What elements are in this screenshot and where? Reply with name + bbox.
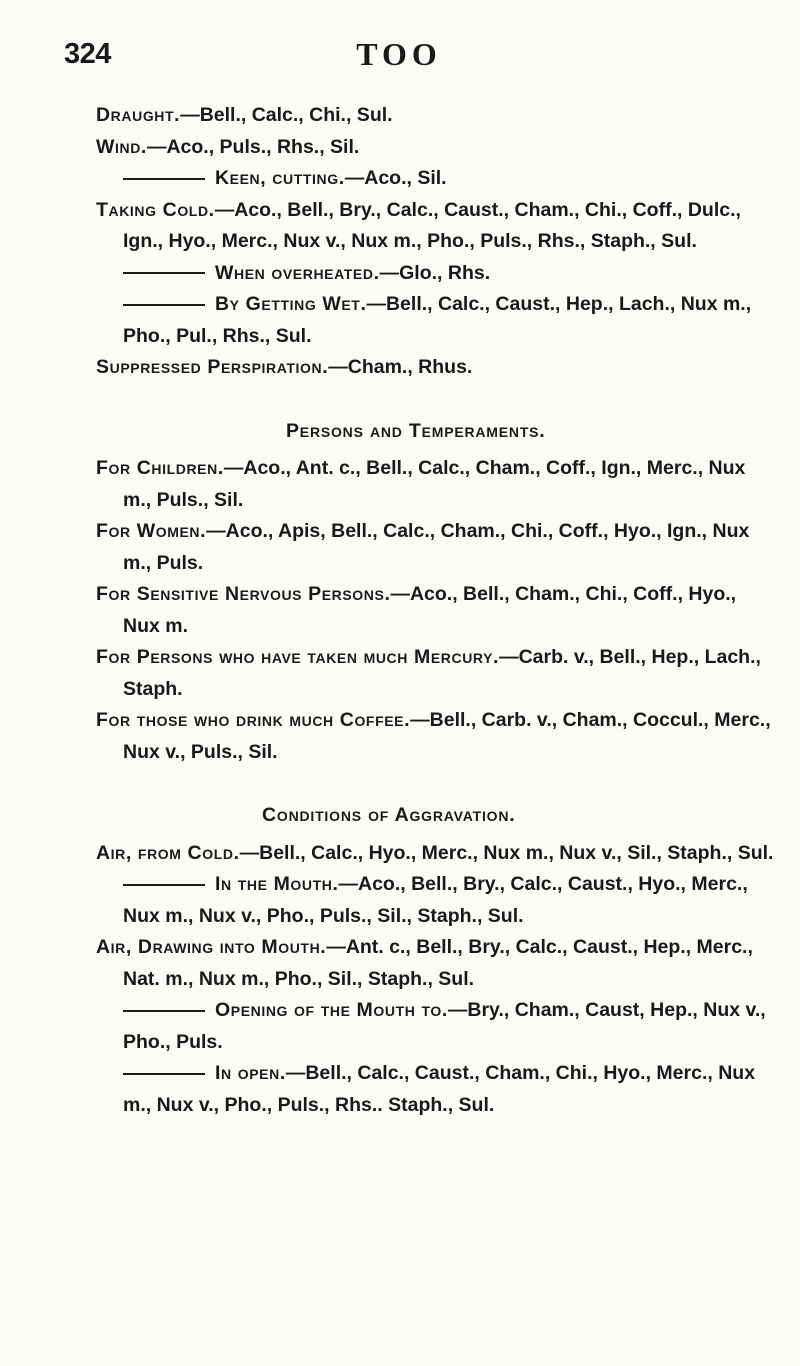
entry-heading: Air, Drawing into Mouth. xyxy=(96,936,327,958)
index-entry: Keen, cutting.—Aco., Sil. xyxy=(96,163,776,195)
index-entry: When overheated.—Glo., Rhs. xyxy=(96,258,776,290)
entry-heading: Suppressed Perspiration. xyxy=(96,356,329,378)
ditto-dash xyxy=(123,1073,205,1075)
entry-heading: For Children. xyxy=(96,457,224,479)
entry-remedies: Carb. v., Bell., Hep., Lach., Staph. xyxy=(123,646,761,700)
index-entry: Suppressed Perspiration.—Cham., Rhus. xyxy=(96,356,473,378)
entry-remedies: Ant. c., Bell., Bry., Calc., Caust., Hep., Merc., Nat. m., Nux m., Pho., Sil., Staph., Sul. xyxy=(123,936,753,990)
ditto-dash xyxy=(123,304,205,306)
entry-heading: For Sensitive Nervous Persons. xyxy=(96,583,391,605)
entry-heading: Taking Cold. xyxy=(96,198,215,221)
index-entry: For Sensitive Nervous Persons.—Aco., Bell., Cham., Chi., Coff., Hyo., Nux m. xyxy=(96,583,737,637)
entry-remedies: Cham., Rhus. xyxy=(347,356,473,378)
index-entry: Air, from Cold.—Bell., Calc., Hyo., Merc., Nux m., Nux v., Sil., Staph., Sul. xyxy=(96,841,774,864)
entry-remedies: Bry., Cham., Caust, Hep., Nux v., Pho., Puls. xyxy=(123,999,766,1053)
entries-block-1 xyxy=(96,100,776,384)
section-heading-persons: Persons and Temperaments. xyxy=(286,419,546,442)
entries-block-3 xyxy=(96,838,776,1122)
ditto-dash xyxy=(123,272,205,274)
index-entry: In open.—Bell., Calc., Caust., Cham., Chi., Hyo., Merc., Nux m., Nux v., Pho., Puls., Rhs.. Staph., Sul. xyxy=(123,1062,756,1116)
entries-block-2 xyxy=(96,453,776,768)
index-entry: By Getting Wet.—Bell., Calc., Caust., Hep., Lach., Nux m., Pho., Pul., Rhs., Sul. xyxy=(123,293,752,347)
entry-heading: For Women. xyxy=(96,520,207,542)
index-entry: Opening of the Mouth to.—Bry., Cham., Caust, Hep., Nux v., Pho., Puls. xyxy=(123,999,766,1053)
entry-heading: By Getting Wet. xyxy=(215,293,367,315)
index-entry: Taking Cold.—Aco., Bell., Bry., Calc., Caust., Cham., Chi., Coff., Dulc., Ign., Hyo., Merc., Nux v., Nux m., Pho., Puls., Rhs., Staph., Sul. xyxy=(96,198,741,252)
index-entry: For those who drink much Coffee.—Bell., Carb. v., Cham., Coccul., Merc., Nux v., Puls., Sil. xyxy=(96,709,771,763)
index-entry: For Children.—Aco., Ant. c., Bell., Calc., Cham., Coff., Ign., Merc., Nux m., Puls., Sil. xyxy=(96,457,746,511)
index-entry: Air, Drawing into Mouth.—Ant. c., Bell., Bry., Calc., Caust., Hep., Merc., Nat. m., Nux m., Pho., Sil., Staph., Sul. xyxy=(96,936,753,990)
ditto-dash xyxy=(123,1010,205,1012)
entry-heading: Wind. xyxy=(96,135,147,158)
index-entry: In the Mouth.—Aco., Bell., Bry., Calc., Caust., Hyo., Merc., Nux m., Nux v., Pho., Puls., Sil., Staph., Sul. xyxy=(123,873,748,927)
entry-heading: When overheated. xyxy=(215,261,380,284)
entry-remedies: Aco., Sil. xyxy=(364,167,447,189)
index-entry: For Persons who have taken much Mercury.—Carb. v., Bell., Hep., Lach., Staph. xyxy=(96,646,761,700)
entry-heading: Air, from Cold. xyxy=(96,841,240,864)
entry-heading: In the Mouth. xyxy=(215,873,339,895)
entry-remedies: Bell., Calc., Hyo., Merc., Nux m., Nux v., Sil., Staph., Sul. xyxy=(259,841,774,864)
running-title: TOO xyxy=(356,36,442,72)
entry-remedies: Glo., Rhs. xyxy=(399,261,491,284)
entry-remedies: Aco., Bell., Bry., Calc., Caust., Cham., Chi., Coff., Dulc., Ign., Hyo., Merc., Nux v., Nux m., Pho., Puls., Rhs., Staph., Sul. xyxy=(123,198,741,252)
entry-remedies: Bell., Calc., Caust., Cham., Chi., Hyo., Merc., Nux m., Nux v., Pho., Puls., Rhs.. Staph., Sul. xyxy=(123,1062,756,1116)
entry-heading: Keen, cutting. xyxy=(215,167,345,189)
entry-heading: For Persons who have taken much Mercury. xyxy=(96,646,500,668)
entry-remedies: Bell., Calc., Caust., Hep., Lach., Nux m., Pho., Pul., Rhs., Sul. xyxy=(123,293,752,347)
ditto-dash xyxy=(123,178,205,180)
section-heading-aggravation: Conditions of Aggravation. xyxy=(262,804,516,826)
entry-remedies: Aco., Puls., Rhs., Sil. xyxy=(166,135,360,158)
entry-heading: In open. xyxy=(215,1062,286,1084)
entry-heading: Draught. xyxy=(96,104,181,126)
entry-remedies: Aco., Bell., Bry., Calc., Caust., Hyo., Merc., Nux m., Nux v., Pho., Puls., Sil., Staph., Sul. xyxy=(123,873,748,927)
entry-heading: Opening of the Mouth to. xyxy=(215,999,448,1021)
page-body xyxy=(96,100,776,1121)
entry-remedies: Bell., Calc., Chi., Sul. xyxy=(199,104,393,126)
index-entry: For Women.—Aco., Apis, Bell., Calc., Cham., Chi., Coff., Hyo., Ign., Nux m., Puls. xyxy=(96,520,750,574)
entry-remedies: Aco., Ant. c., Bell., Calc., Cham., Coff., Ign., Merc., Nux m., Puls., Sil. xyxy=(123,457,746,511)
entry-remedies: Aco., Bell., Cham., Chi., Coff., Hyo., Nux m. xyxy=(123,583,737,637)
entry-remedies: Bell., Carb. v., Cham., Coccul., Merc., Nux v., Puls., Sil. xyxy=(123,709,771,763)
page-header xyxy=(64,38,734,78)
entry-remedies: Aco., Apis, Bell., Calc., Cham., Chi., Coff., Hyo., Ign., Nux m., Puls. xyxy=(123,520,750,574)
ditto-dash xyxy=(123,884,205,886)
index-entry: Wind.—Aco., Puls., Rhs., Sil. xyxy=(96,135,360,158)
index-entry: Draught.—Bell., Calc., Chi., Sul. xyxy=(96,104,393,126)
page-number: 324 xyxy=(64,38,111,70)
entry-heading: For those who drink much Coffee. xyxy=(96,709,411,731)
